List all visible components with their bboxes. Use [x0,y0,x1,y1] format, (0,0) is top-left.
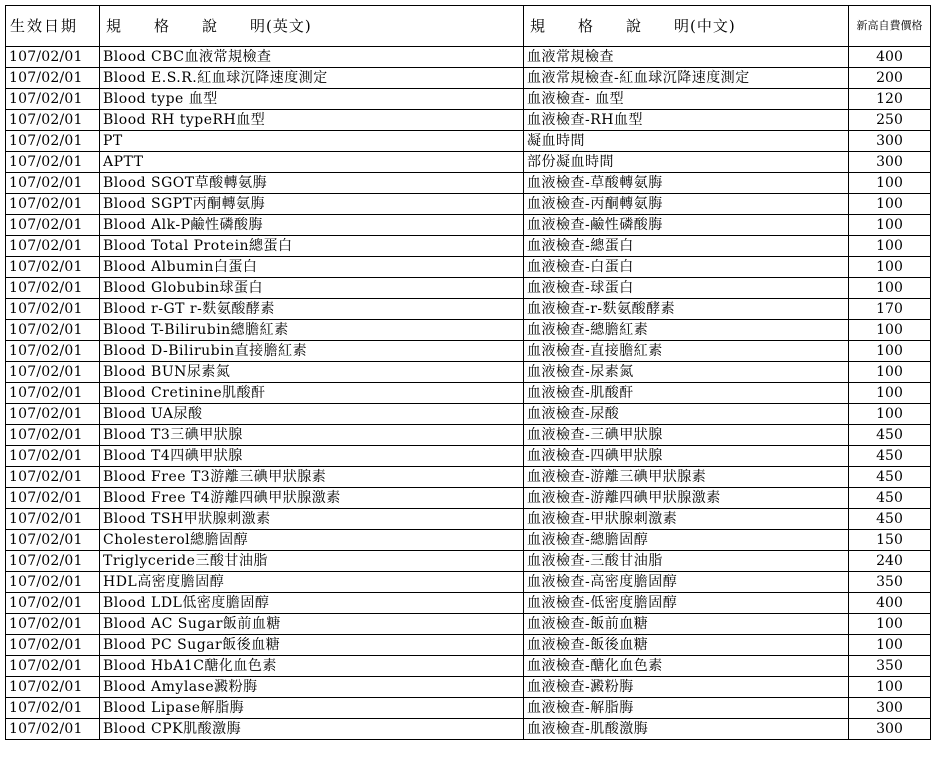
price-cell: 100 [849,320,931,341]
effective-date-cell: 107/02/01 [6,488,100,509]
chinese-description-cell: 血液常規檢查 [524,47,849,68]
price-cell: 100 [849,257,931,278]
chinese-description-cell: 血液檢查-飯前血糖 [524,614,849,635]
table-row [6,383,931,404]
table-row [6,257,931,278]
price-cell: 400 [849,47,931,68]
english-description-cell: Blood Free T3游離三碘甲狀腺素 [100,467,524,488]
table-row [6,110,931,131]
effective-date-cell: 107/02/01 [6,593,100,614]
table-row [6,719,931,740]
chinese-description-cell: 血液檢查-三碘甲狀腺 [524,425,849,446]
table-row [6,677,931,698]
effective-date-cell: 107/02/01 [6,278,100,299]
table-body [6,47,931,740]
table-row [6,362,931,383]
effective-date-cell: 107/02/01 [6,698,100,719]
price-cell: 300 [849,719,931,740]
table-row [6,404,931,425]
price-cell: 400 [849,593,931,614]
table-row [6,572,931,593]
table-row [6,152,931,173]
table-row [6,446,931,467]
price-cell: 240 [849,551,931,572]
english-description-cell: Blood r-GT r-麩氨酸酵素 [100,299,524,320]
chinese-description-cell: 血液檢查-解脂脢 [524,698,849,719]
chinese-description-cell: 血液檢查-尿酸 [524,404,849,425]
effective-date-cell: 107/02/01 [6,614,100,635]
effective-date-cell: 107/02/01 [6,215,100,236]
english-description-cell: Blood T3三碘甲狀腺 [100,425,524,446]
chinese-description-cell: 血液檢查-總蛋白 [524,236,849,257]
price-cell: 450 [849,509,931,530]
price-cell: 120 [849,89,931,110]
header-chinese-description: 規 格 說 明(中文) [524,6,849,47]
table-header [6,6,931,47]
english-description-cell: Cholesterol總膽固醇 [100,530,524,551]
effective-date-cell: 107/02/01 [6,719,100,740]
header-effective-date: 生效日期 [6,6,100,47]
table-row [6,89,931,110]
table-row [6,593,931,614]
table-row [6,68,931,89]
effective-date-cell: 107/02/01 [6,257,100,278]
effective-date-cell: 107/02/01 [6,131,100,152]
table-row [6,47,931,68]
chinese-description-cell: 血液檢查-游離四碘甲狀腺激素 [524,488,849,509]
price-cell: 150 [849,530,931,551]
english-description-cell: Blood LDL低密度膽固醇 [100,593,524,614]
price-cell: 100 [849,404,931,425]
price-cell: 100 [849,236,931,257]
effective-date-cell: 107/02/01 [6,551,100,572]
price-cell: 100 [849,215,931,236]
english-description-cell: HDL高密度膽固醇 [100,572,524,593]
chinese-description-cell: 血液檢查-肌酸酐 [524,383,849,404]
effective-date-cell: 107/02/01 [6,656,100,677]
price-cell: 100 [849,614,931,635]
english-description-cell: Blood UA尿酸 [100,404,524,425]
table-row [6,215,931,236]
effective-date-cell: 107/02/01 [6,446,100,467]
table-row [6,656,931,677]
table-row [6,488,931,509]
table-row [6,131,931,152]
english-description-cell: Blood RH typeRH血型 [100,110,524,131]
price-cell: 100 [849,362,931,383]
effective-date-cell: 107/02/01 [6,425,100,446]
chinese-description-cell: 血液檢查-游離三碘甲狀腺素 [524,467,849,488]
table-row [6,530,931,551]
english-description-cell: Blood T-Bilirubin總膽紅素 [100,320,524,341]
chinese-description-cell: 血液檢查-草酸轉氨脢 [524,173,849,194]
table-row [6,425,931,446]
chinese-description-cell: 血液檢查-r-麩氨酸酵素 [524,299,849,320]
chinese-description-cell: 凝血時間 [524,131,849,152]
chinese-description-cell: 血液檢查-鹼性磷酸脢 [524,215,849,236]
english-description-cell: Blood SGOT草酸轉氨脢 [100,173,524,194]
chinese-description-cell: 血液檢查-低密度膽固醇 [524,593,849,614]
english-description-cell: Blood E.S.R.紅血球沉降速度測定 [100,68,524,89]
table-row [6,236,931,257]
effective-date-cell: 107/02/01 [6,467,100,488]
english-description-cell: Blood Alk-P鹼性磷酸脢 [100,215,524,236]
chinese-description-cell: 部份凝血時間 [524,152,849,173]
price-cell: 300 [849,131,931,152]
table-row [6,341,931,362]
price-cell: 100 [849,341,931,362]
chinese-description-cell: 血液檢查-四碘甲狀腺 [524,446,849,467]
table-row [6,320,931,341]
chinese-description-cell: 血液檢查-球蛋白 [524,278,849,299]
price-cell: 100 [849,677,931,698]
english-description-cell: Blood Lipase解脂脢 [100,698,524,719]
english-description-cell: Triglyceride三酸甘油脂 [100,551,524,572]
english-description-cell: Blood HbA1C醣化血色素 [100,656,524,677]
english-description-cell: Blood Cretinine肌酸酐 [100,383,524,404]
table-row [6,467,931,488]
english-description-cell: Blood PC Sugar飯後血糖 [100,635,524,656]
chinese-description-cell: 血液檢查-三酸甘油脂 [524,551,849,572]
table-row [6,299,931,320]
table-row [6,551,931,572]
english-description-cell: Blood CPK肌酸激脢 [100,719,524,740]
effective-date-cell: 107/02/01 [6,383,100,404]
price-cell: 450 [849,488,931,509]
english-description-cell: Blood Free T4游離四碘甲狀腺激素 [100,488,524,509]
price-cell: 350 [849,656,931,677]
english-description-cell: Blood BUN尿素氮 [100,362,524,383]
effective-date-cell: 107/02/01 [6,572,100,593]
table-row [6,194,931,215]
english-description-cell: Blood Amylase澱粉脢 [100,677,524,698]
english-description-cell: PT [100,131,524,152]
english-description-cell: Blood type 血型 [100,89,524,110]
effective-date-cell: 107/02/01 [6,236,100,257]
english-description-cell: Blood Globubin球蛋白 [100,278,524,299]
price-cell: 450 [849,467,931,488]
price-cell: 350 [849,572,931,593]
table-row [6,278,931,299]
chinese-description-cell: 血液檢查-總膽紅素 [524,320,849,341]
effective-date-cell: 107/02/01 [6,530,100,551]
english-description-cell: Blood D-Bilirubin直接膽紅素 [100,341,524,362]
price-cell: 100 [849,278,931,299]
price-cell: 100 [849,173,931,194]
price-cell: 200 [849,68,931,89]
effective-date-cell: 107/02/01 [6,320,100,341]
english-description-cell: Blood Albumin白蛋白 [100,257,524,278]
effective-date-cell: 107/02/01 [6,362,100,383]
english-description-cell: Blood T4四碘甲狀腺 [100,446,524,467]
effective-date-cell: 107/02/01 [6,68,100,89]
header-self-pay-price: 新高自費價格 [849,6,931,47]
table-row [6,698,931,719]
effective-date-cell: 107/02/01 [6,299,100,320]
effective-date-cell: 107/02/01 [6,635,100,656]
effective-date-cell: 107/02/01 [6,173,100,194]
price-cell: 250 [849,110,931,131]
effective-date-cell: 107/02/01 [6,47,100,68]
chinese-description-cell: 血液檢查-丙酮轉氨脢 [524,194,849,215]
effective-date-cell: 107/02/01 [6,110,100,131]
price-cell: 300 [849,698,931,719]
chinese-description-cell: 血液檢查-尿素氮 [524,362,849,383]
price-cell: 100 [849,383,931,404]
effective-date-cell: 107/02/01 [6,152,100,173]
effective-date-cell: 107/02/01 [6,341,100,362]
effective-date-cell: 107/02/01 [6,404,100,425]
chinese-description-cell: 血液檢查-高密度膽固醇 [524,572,849,593]
chinese-description-cell: 血液檢查-直接膽紅素 [524,341,849,362]
header-row [6,6,931,47]
price-table [5,5,931,740]
price-cell: 170 [849,299,931,320]
effective-date-cell: 107/02/01 [6,509,100,530]
chinese-description-cell: 血液檢查-甲狀腺刺激素 [524,509,849,530]
table-row [6,614,931,635]
table-row [6,635,931,656]
english-description-cell: APTT [100,152,524,173]
chinese-description-cell: 血液檢查-RH血型 [524,110,849,131]
price-cell: 100 [849,635,931,656]
effective-date-cell: 107/02/01 [6,194,100,215]
effective-date-cell: 107/02/01 [6,677,100,698]
english-description-cell: Blood SGPT丙酮轉氨脢 [100,194,524,215]
price-cell: 450 [849,446,931,467]
price-cell: 100 [849,194,931,215]
chinese-description-cell: 血液檢查-白蛋白 [524,257,849,278]
price-cell: 450 [849,425,931,446]
chinese-description-cell: 血液檢查-飯後血糖 [524,635,849,656]
chinese-description-cell: 血液常規檢查-紅血球沉降速度測定 [524,68,849,89]
english-description-cell: Blood AC Sugar飯前血糖 [100,614,524,635]
effective-date-cell: 107/02/01 [6,89,100,110]
english-description-cell: Blood CBC血液常規檢查 [100,47,524,68]
chinese-description-cell: 血液檢查-總膽固醇 [524,530,849,551]
english-description-cell: Blood TSH甲狀腺刺激素 [100,509,524,530]
chinese-description-cell: 血液檢查- 血型 [524,89,849,110]
table-row [6,509,931,530]
english-description-cell: Blood Total Protein總蛋白 [100,236,524,257]
chinese-description-cell: 血液檢查-澱粉脢 [524,677,849,698]
header-english-description: 規 格 說 明(英文) [100,6,524,47]
price-cell: 300 [849,152,931,173]
chinese-description-cell: 血液檢查-肌酸激脢 [524,719,849,740]
chinese-description-cell: 血液檢查-醣化血色素 [524,656,849,677]
table-row [6,173,931,194]
